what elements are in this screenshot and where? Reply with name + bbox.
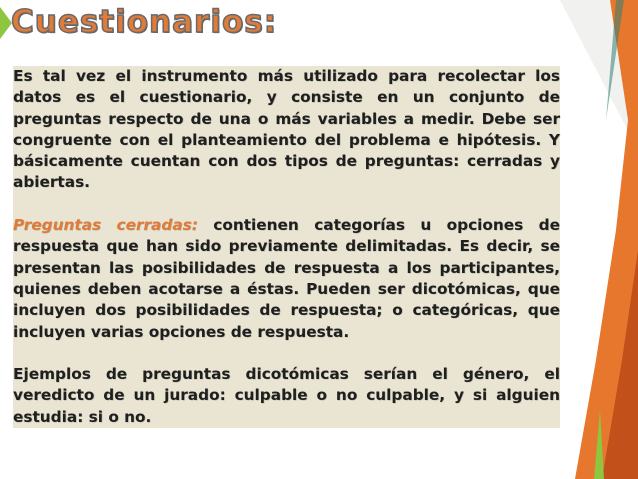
slide-body (13, 66, 560, 428)
paragraph-examples-text: Ejemplos de preguntas dicotómicas serían el género, el veredicto de un jurado: culpable o no culpable, y si alguien estudia: si o no. (13, 365, 560, 426)
closed-questions-text: contienen categorías u opciones de respuesta que han sido previamente delimitadas. Es decir, se presentan las posibilidades de respuesta a los participantes, quienes deben acotarse a éstas. Pueden ser dicotómicas, que incluyen dos posibilidades de respuesta; o categóricas, que incluyen varias opciones de respuesta. (13, 216, 560, 341)
paragraph-examples (13, 364, 560, 428)
slide-title: Cuestionarios: (11, 4, 278, 40)
paragraph-spacer (13, 194, 560, 215)
paragraph-closed-questions (13, 215, 560, 343)
paragraph-spacer (13, 343, 560, 364)
paragraph-intro-text: Es tal vez el instrumento más utilizado para recolectar los datos es el cuestionario, y consiste en un conjunto de preguntas respecto de una o más variables a medir. Debe ser congruente con el planteamiento del problema e hipótesis. Y básicamente cuentan con dos tipos de preguntas: cerradas y abiertas. (13, 67, 560, 192)
closed-questions-term: Preguntas cerradas: (13, 216, 198, 235)
paragraph-intro (13, 66, 560, 194)
